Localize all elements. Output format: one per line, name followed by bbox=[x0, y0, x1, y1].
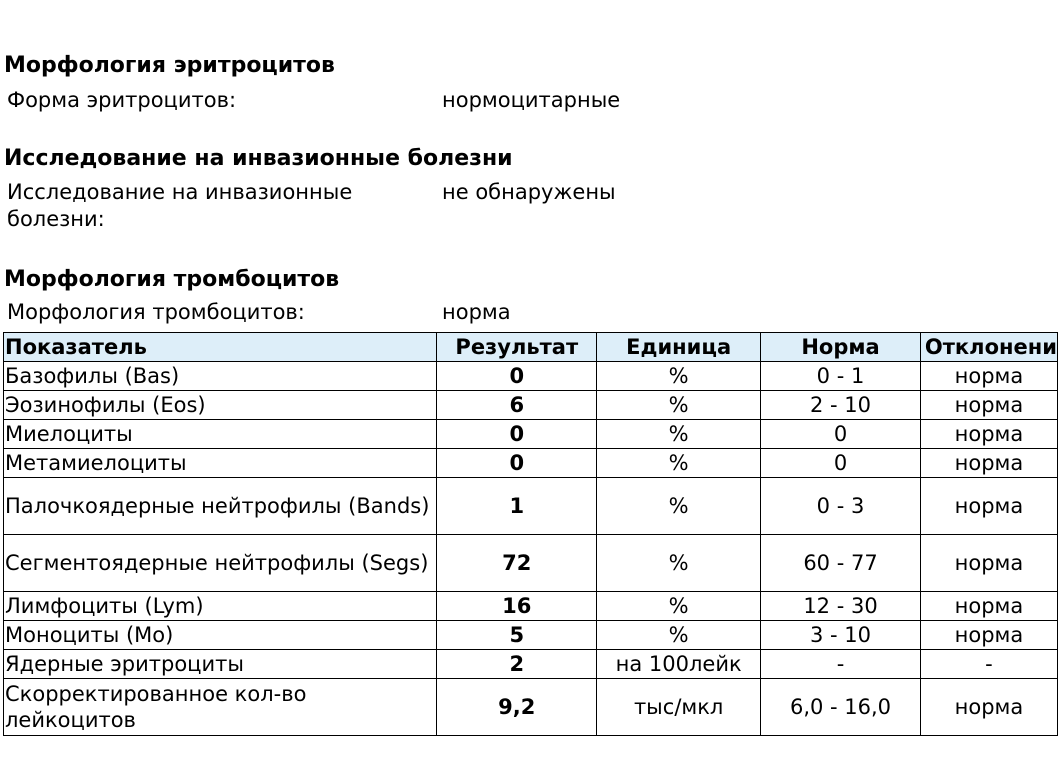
row-norm: 3 - 10 bbox=[761, 621, 921, 650]
header-unit: Единица bbox=[597, 333, 761, 362]
invasive-section-title: Исследование на инвазионные болезни bbox=[4, 146, 513, 171]
row-unit: % bbox=[597, 391, 761, 420]
table-row bbox=[4, 362, 1058, 391]
row-deviation: норма bbox=[920, 391, 1057, 420]
row-unit: % bbox=[597, 420, 761, 449]
row-result: 5 bbox=[437, 621, 597, 650]
row-deviation: норма bbox=[920, 592, 1057, 621]
row-deviation: - bbox=[920, 650, 1057, 679]
row-unit: % bbox=[597, 449, 761, 478]
row-norm: 0 bbox=[761, 449, 921, 478]
table-row bbox=[4, 650, 1058, 679]
row-indicator: Скорректированное кол-во лейкоцитов bbox=[4, 679, 437, 736]
row-unit: % bbox=[597, 535, 761, 592]
row-result: 1 bbox=[437, 478, 597, 535]
row-indicator: Сегментоядерные нейтрофилы (Segs) bbox=[4, 535, 437, 592]
row-norm: 6,0 - 16,0 bbox=[761, 679, 921, 736]
table-row bbox=[4, 478, 1058, 535]
plt-morphology-label: Морфология тромбоцитов: bbox=[7, 300, 305, 324]
row-result: 72 bbox=[437, 535, 597, 592]
row-indicator: Палочкоядерные нейтрофилы (Bands) bbox=[4, 478, 437, 535]
row-deviation: норма bbox=[920, 449, 1057, 478]
row-result: 0 bbox=[437, 362, 597, 391]
header-result: Результат bbox=[437, 333, 597, 362]
row-unit: % bbox=[597, 478, 761, 535]
table-row bbox=[4, 679, 1058, 736]
row-norm: 0 - 3 bbox=[761, 478, 921, 535]
row-indicator: Базофилы (Bas) bbox=[4, 362, 437, 391]
row-deviation: норма bbox=[920, 679, 1057, 736]
table-row bbox=[4, 420, 1058, 449]
rbc-shape-value: нормоцитарные bbox=[442, 88, 621, 112]
invasive-test-value: не обнаружены bbox=[442, 180, 616, 204]
row-deviation: норма bbox=[920, 478, 1057, 535]
row-result: 9,2 bbox=[437, 679, 597, 736]
table-row bbox=[4, 592, 1058, 621]
table-row bbox=[4, 621, 1058, 650]
row-deviation: норма bbox=[920, 420, 1057, 449]
rbc-section-title: Морфология эритроцитов bbox=[4, 53, 335, 78]
row-result: 0 bbox=[437, 420, 597, 449]
row-unit: % bbox=[597, 362, 761, 391]
plt-morphology-value: норма bbox=[442, 300, 511, 324]
row-indicator: Эозинофилы (Eos) bbox=[4, 391, 437, 420]
header-norm: Норма bbox=[761, 333, 921, 362]
row-norm: 12 - 30 bbox=[761, 592, 921, 621]
invasive-test-label: Исследование на инвазионные болезни: bbox=[7, 180, 353, 231]
header-deviation: Отклонени bbox=[920, 333, 1057, 362]
row-indicator: Миелоциты bbox=[4, 420, 437, 449]
row-deviation: норма bbox=[920, 621, 1057, 650]
results-table bbox=[3, 332, 1058, 736]
row-norm: 60 - 77 bbox=[761, 535, 921, 592]
row-indicator: Метамиелоциты bbox=[4, 449, 437, 478]
row-norm: 2 - 10 bbox=[761, 391, 921, 420]
row-norm: 0 bbox=[761, 420, 921, 449]
row-result: 16 bbox=[437, 592, 597, 621]
row-unit: тыс/мкл bbox=[597, 679, 761, 736]
row-unit: % bbox=[597, 621, 761, 650]
row-result: 0 bbox=[437, 449, 597, 478]
row-norm: - bbox=[761, 650, 921, 679]
row-unit: % bbox=[597, 592, 761, 621]
row-unit: на 100лейк bbox=[597, 650, 761, 679]
rbc-shape-label: Форма эритроцитов: bbox=[7, 88, 237, 112]
table-row bbox=[4, 391, 1058, 420]
row-indicator: Лимфоциты (Lym) bbox=[4, 592, 437, 621]
row-indicator: Ядерные эритроциты bbox=[4, 650, 437, 679]
row-result: 2 bbox=[437, 650, 597, 679]
table-row bbox=[4, 449, 1058, 478]
row-indicator: Моноциты (Mo) bbox=[4, 621, 437, 650]
table-row bbox=[4, 535, 1058, 592]
row-deviation: норма bbox=[920, 535, 1057, 592]
header-indicator: Показатель bbox=[4, 333, 437, 362]
row-norm: 0 - 1 bbox=[761, 362, 921, 391]
table-header-row bbox=[4, 333, 1058, 362]
row-result: 6 bbox=[437, 391, 597, 420]
row-deviation: норма bbox=[920, 362, 1057, 391]
plt-section-title: Морфология тромбоцитов bbox=[4, 267, 340, 292]
